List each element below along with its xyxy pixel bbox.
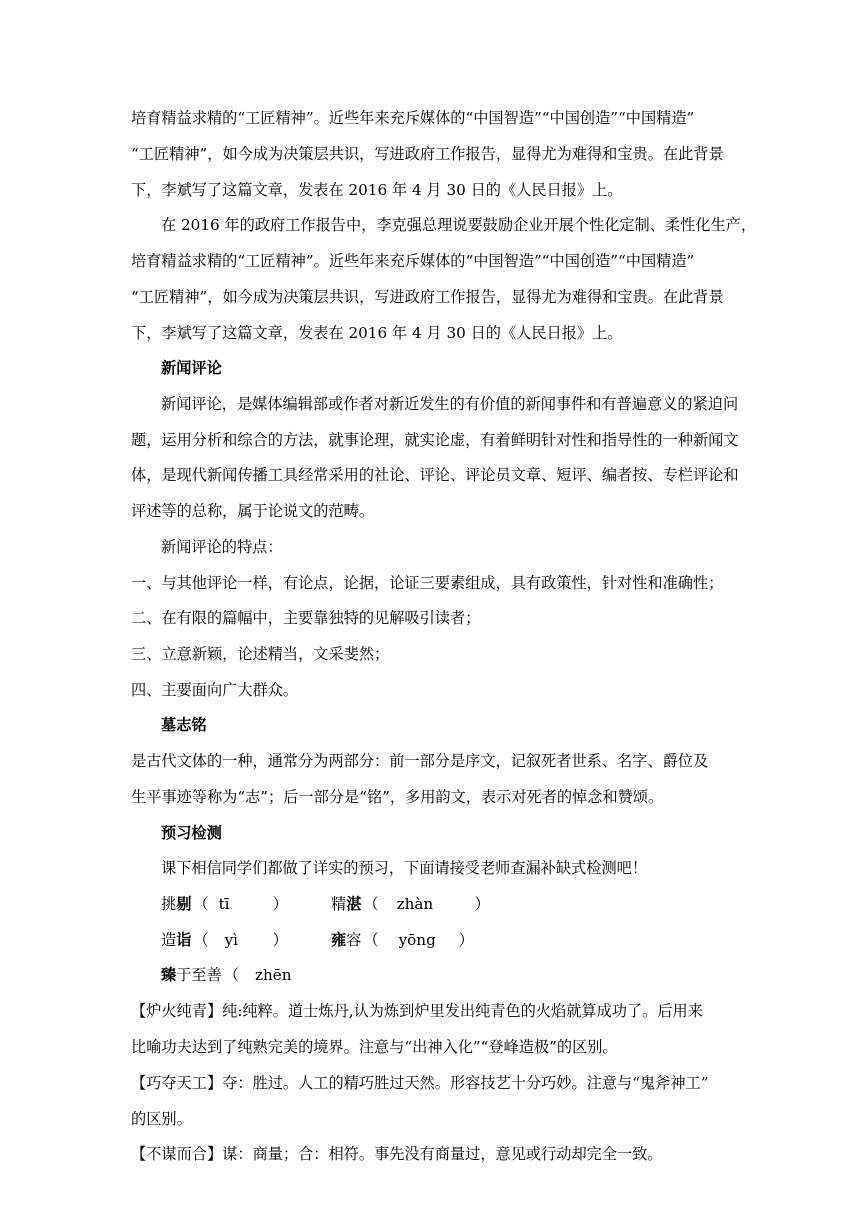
- idiom-2-line-1: 【巧夺天工】夺：胜过。人工的精巧胜过天然。形容技艺十分巧妙。注意与“鬼斧神工”: [131, 1074, 709, 1092]
- vocab-pinyin: yōng: [398, 931, 436, 949]
- vocab-pinyin: zhàn: [396, 895, 434, 913]
- epitaph-heading: 墓志铭: [161, 716, 207, 734]
- idiom-2-line-2: 的区别。: [131, 1110, 192, 1128]
- news-commentary-features-title: 新闻评论的特点：: [161, 538, 283, 556]
- news-commentary-feature-4: 四、主要面向广大群众。: [131, 681, 299, 699]
- vocab-item: 造诣 （ yì ）: [161, 931, 288, 949]
- idiom-3-line-1: 【不谋而合】谋：商量；合：相符。事先没有商量过，意见或行动却完全一致。: [131, 1145, 663, 1163]
- news-commentary-feature-3: 三、立意新颖，论述精当，文采斐然；: [131, 645, 390, 663]
- vocab-key-char: 臻: [161, 966, 177, 984]
- news-commentary-feature-2: 二、在有限的篇幅中，主要靠独特的见解吸引读者；: [131, 609, 481, 627]
- paragraph-1-line-1: 培育精益求精的“工匠精神”。近些年来充斥媒体的“中国智造”“中国创造”“中国精造”: [131, 109, 695, 127]
- news-commentary-line-1: 新闻评论，是媒体编辑部或作者对新近发生的有价值的新闻事件和有普遍意义的紧迫问: [161, 395, 739, 413]
- news-commentary-heading: 新闻评论: [161, 359, 222, 377]
- vocab-pinyin: zhēn: [254, 966, 292, 984]
- paragraph-2-line-3: “工匠精神”，如今成为决策层共识，写进政府工作报告，显得尤为难得和宝贵。在此背景: [131, 288, 724, 306]
- vocab-item: 臻于至善 （ zhēn: [161, 966, 292, 984]
- news-commentary-line-3: 体，是现代新闻传播工具经常采用的社论、评论、评论员文章、短评、编者按、专栏评论和: [131, 466, 739, 484]
- paragraph-1-line-2: “工匠精神”，如今成为决策层共识，写进政府工作报告，显得尤为难得和宝贵。在此背景: [131, 145, 724, 163]
- paragraph-2-line-1: 在 2016 年的政府工作报告中，李克强总理说要鼓励企业开展个性化定制、柔性化生产，: [161, 216, 757, 234]
- paragraph-1-line-3: 下，李斌写了这篇文章，发表在 2016 年 4 月 30 日的《人民日报》上。: [131, 181, 623, 199]
- vocab-item: 挑剔 （ tī ）: [161, 895, 288, 913]
- vocab-key-char: 雍: [331, 931, 347, 949]
- vocab-item: 精湛 （ zhàn ）: [331, 895, 490, 913]
- news-commentary-line-2: 题，运用分析和综合的方法，就事论理，就实论虚，有着鲜明针对性和指导性的一种新闻文: [131, 431, 739, 449]
- idiom-term: 【巧夺天工】: [131, 1074, 223, 1092]
- news-commentary-line-4: 评述等的总称，属于论说文的范畴。: [131, 502, 374, 520]
- idiom-term: 【不谋而合】: [131, 1145, 223, 1163]
- vocab-item: 雍容 （ yōng ）: [331, 931, 474, 949]
- vocab-key-char: 湛: [346, 895, 362, 913]
- vocab-key-char: 诣: [176, 931, 192, 949]
- vocab-key-char: 剔: [176, 895, 192, 913]
- idiom-1-line-1: 【炉火纯青】纯:纯粹。道士炼丹,认为炼到炉里发出纯青色的火焰就算成功了。后用来: [131, 1002, 703, 1020]
- news-commentary-feature-1: 一、与其他评论一样，有论点，论据，论证三要素组成，具有政策性，针对性和准确性；: [131, 574, 724, 592]
- idiom-term: 【炉火纯青】: [131, 1002, 223, 1020]
- vocab-pinyin: yì: [224, 931, 238, 949]
- epitaph-line-2: 生平事迹等称为“志”；后一部分是“铭”，多用韵文，表示对死者的悼念和赞颂。: [131, 788, 664, 806]
- epitaph-line-1: 是古代文体的一种，通常分为两部分：前一部分是序文，记叙死者世系、名字、爵位及: [131, 752, 709, 770]
- paragraph-2-line-2: 培育精益求精的“工匠精神”。近些年来充斥媒体的“中国智造”“中国创造”“中国精造”: [131, 252, 695, 270]
- idiom-1-line-2: 比喻功夫达到了纯熟完美的境界。注意与“出神入化”“登峰造极”的区别。: [131, 1038, 618, 1056]
- preview-test-heading: 预习检测: [161, 824, 222, 842]
- paragraph-2-line-4: 下，李斌写了这篇文章，发表在 2016 年 4 月 30 日的《人民日报》上。: [131, 324, 623, 342]
- vocab-pinyin: tī: [218, 895, 230, 913]
- preview-test-intro: 课下相信同学们都做了详实的预习，下面请接受老师查漏补缺式检测吧！: [161, 859, 647, 877]
